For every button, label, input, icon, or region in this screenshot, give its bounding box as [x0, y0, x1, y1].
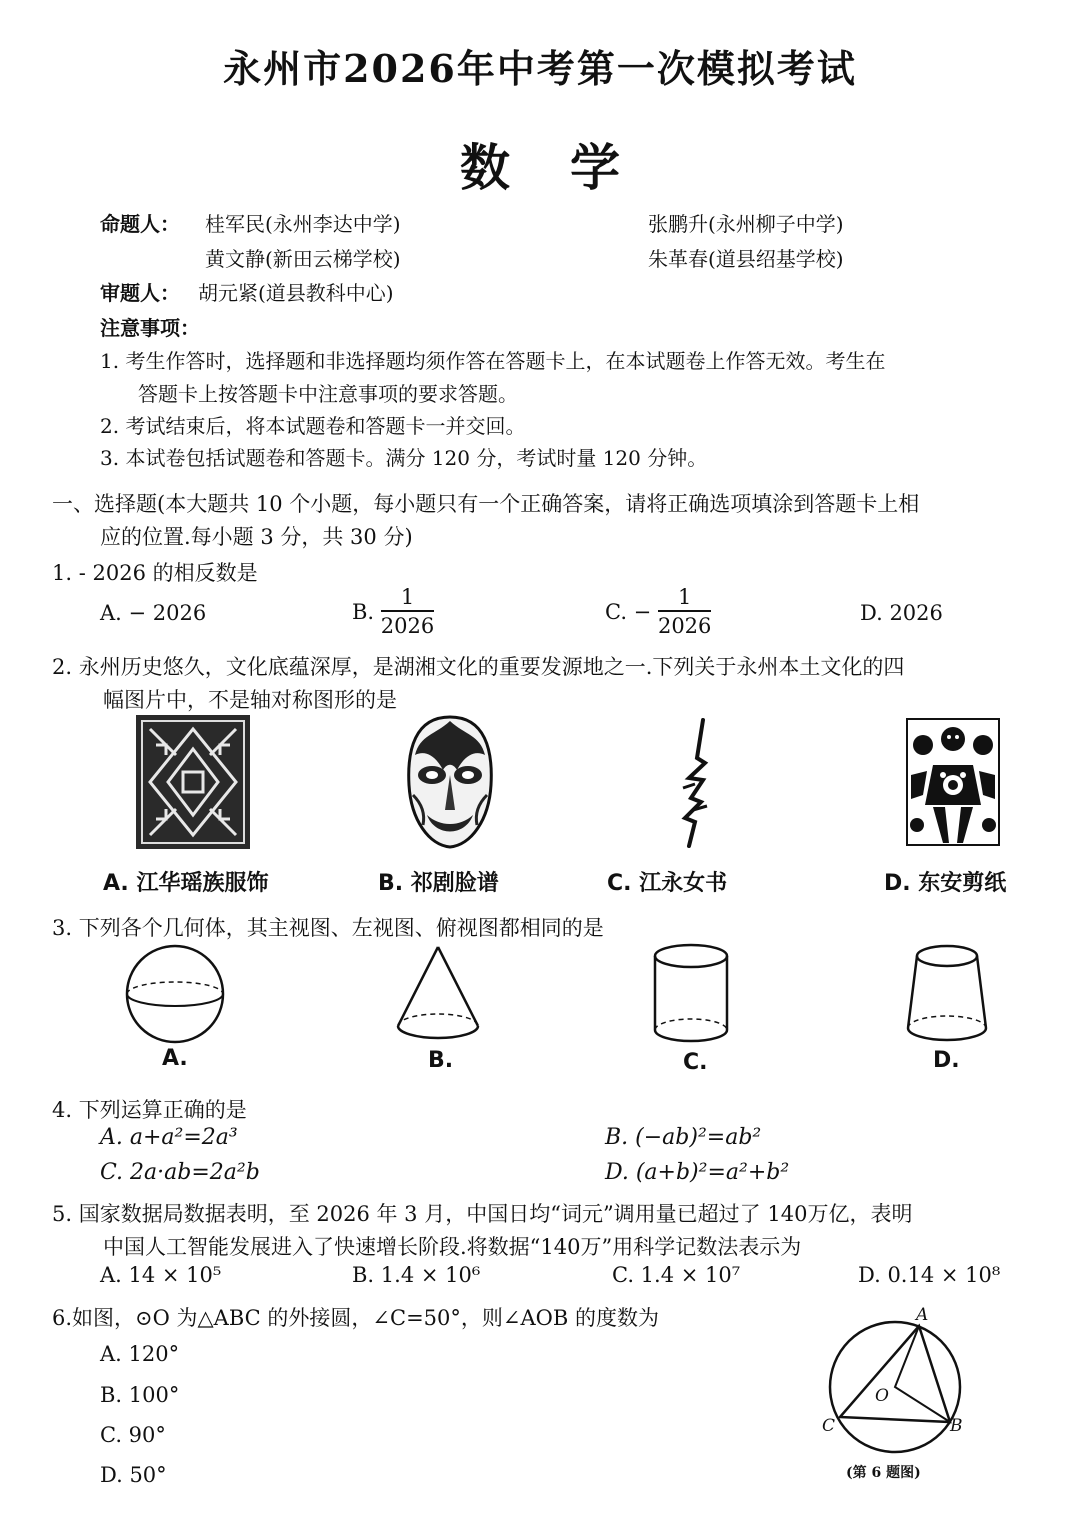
notice-item-2: 2. 考试结束后，将本试题卷和答题卡一并交回。	[100, 414, 526, 438]
cylinder-figure	[650, 942, 732, 1046]
setter-4: 朱革春(道县绍基学校)	[648, 247, 844, 271]
q3-option-d: D.	[933, 1048, 960, 1073]
q2-line-1: 2. 永州历史悠久，文化底蕴深厚，是湖湘文化的重要发源地之一.下列关于永州本土文化的四	[52, 655, 905, 679]
dongan-paper-cut-image	[903, 715, 1003, 849]
q5-line-2: 中国人工智能发展进入了快速增长阶段.将数据“140万”用科学记数法表示为	[103, 1235, 802, 1259]
q5-line-1: 5. 国家数据局数据表明，至 2026 年 3 月，中国日均“词元”调用量已超过了 140万亿，表明	[52, 1202, 913, 1226]
q1-option-b: B. $\frac{1}{2026}$	[352, 585, 435, 638]
q1-option-d: D. 2026	[860, 601, 943, 625]
q2-line-2: 幅图片中，不是轴对称图形的是	[103, 688, 397, 712]
q3-stem: 3. 下列各个几何体，其主视图、左视图、俯视图都相同的是	[52, 916, 604, 940]
point-b-label: B	[950, 1416, 963, 1436]
q5-option-a: A. 14 × 10⁵	[100, 1263, 222, 1287]
q5-option-d: D. 0.14 × 10⁸	[858, 1263, 1001, 1287]
q6-option-c: C. 90°	[100, 1423, 166, 1447]
q2-option-d: D. 东安剪纸	[884, 871, 1007, 896]
q6-stem: 6.如图，⊙O 为△ABC 的外接圆，∠C=50°，则∠AOB 的度数为	[52, 1306, 659, 1330]
q6-option-a: A. 120°	[100, 1342, 180, 1366]
q3-option-c: C.	[683, 1050, 708, 1075]
q5-option-c: C. 1.4 × 10⁷	[612, 1263, 741, 1287]
q1-option-c: C. − $\frac{1}{2026}$	[605, 585, 712, 638]
section-heading: 一、选择题(本大题共 10 个小题，每小题只有一个正确答案，请将正确选项填涂到答题卡上相	[52, 492, 920, 516]
point-c-label: C	[822, 1416, 836, 1436]
q4-stem: 4. 下列运算正确的是	[52, 1098, 247, 1122]
q1-stem: 1. - 2026 的相反数是	[52, 561, 258, 585]
setter-1: 桂军民(永州李达中学)	[205, 212, 401, 236]
reviewer: 胡元紧(道县教科中心)	[198, 281, 394, 305]
q3-option-a: A.	[162, 1046, 188, 1071]
point-a-label: A	[916, 1305, 929, 1325]
q5-option-b: B. 1.4 × 10⁶	[352, 1263, 481, 1287]
q4-option-d: D. (a+b)²=a²+b²	[605, 1160, 790, 1185]
exam-title: 永州市2026年中考第一次模拟考试	[223, 46, 857, 91]
point-o-label: O	[875, 1386, 889, 1406]
sphere-figure	[122, 942, 228, 1046]
notice-heading: 注意事项：	[100, 316, 200, 340]
q4-option-a: A. a+a²=2a³	[100, 1125, 238, 1150]
figure-caption: (第 6 题图)	[846, 1465, 921, 1481]
qi-opera-mask-image	[405, 715, 495, 849]
setter-label: 命题人：	[100, 212, 180, 236]
q2-option-c: C. 江永女书	[607, 871, 728, 896]
q6-option-b: B. 100°	[100, 1383, 180, 1407]
circumcircle-figure	[815, 1305, 975, 1465]
section-heading-cont: 应的位置.每小题 3 分，共 30 分)	[100, 525, 413, 549]
q4-option-b: B. (−ab)²=ab²	[605, 1125, 762, 1150]
q2-option-b: B. 祁剧脸谱	[378, 871, 499, 896]
q1-option-a: A. − 2026	[100, 601, 207, 625]
yao-costume-pattern-image	[136, 715, 250, 849]
q6-option-d: D. 50°	[100, 1463, 167, 1487]
q2-option-a: A. 江华瑶族服饰	[103, 871, 269, 896]
setter-2: 张鹏升(永州柳子中学)	[648, 212, 844, 236]
reviewer-label: 审题人：	[100, 281, 180, 305]
notice-item-1: 1. 考生作答时，选择题和非选择题均须作答在答题卡上，在本试题卷上作答无效。考生在	[100, 349, 886, 373]
setter-3: 黄文静(新田云梯学校)	[205, 247, 401, 271]
subject-title: 数学	[460, 138, 680, 197]
notice-item-3: 3. 本试卷包括试题卷和答题卡。满分 120 分，考试时量 120 分钟。	[100, 446, 708, 470]
cone-figure	[392, 944, 484, 1044]
nushu-script-image	[675, 718, 715, 848]
notice-item-1-cont: 答题卡上按答题卡中注意事项的要求答题。	[138, 382, 518, 406]
frustum-figure	[902, 942, 992, 1046]
q3-option-b: B.	[428, 1048, 454, 1073]
q4-option-c: C. 2a·ab=2a²b	[100, 1160, 260, 1185]
